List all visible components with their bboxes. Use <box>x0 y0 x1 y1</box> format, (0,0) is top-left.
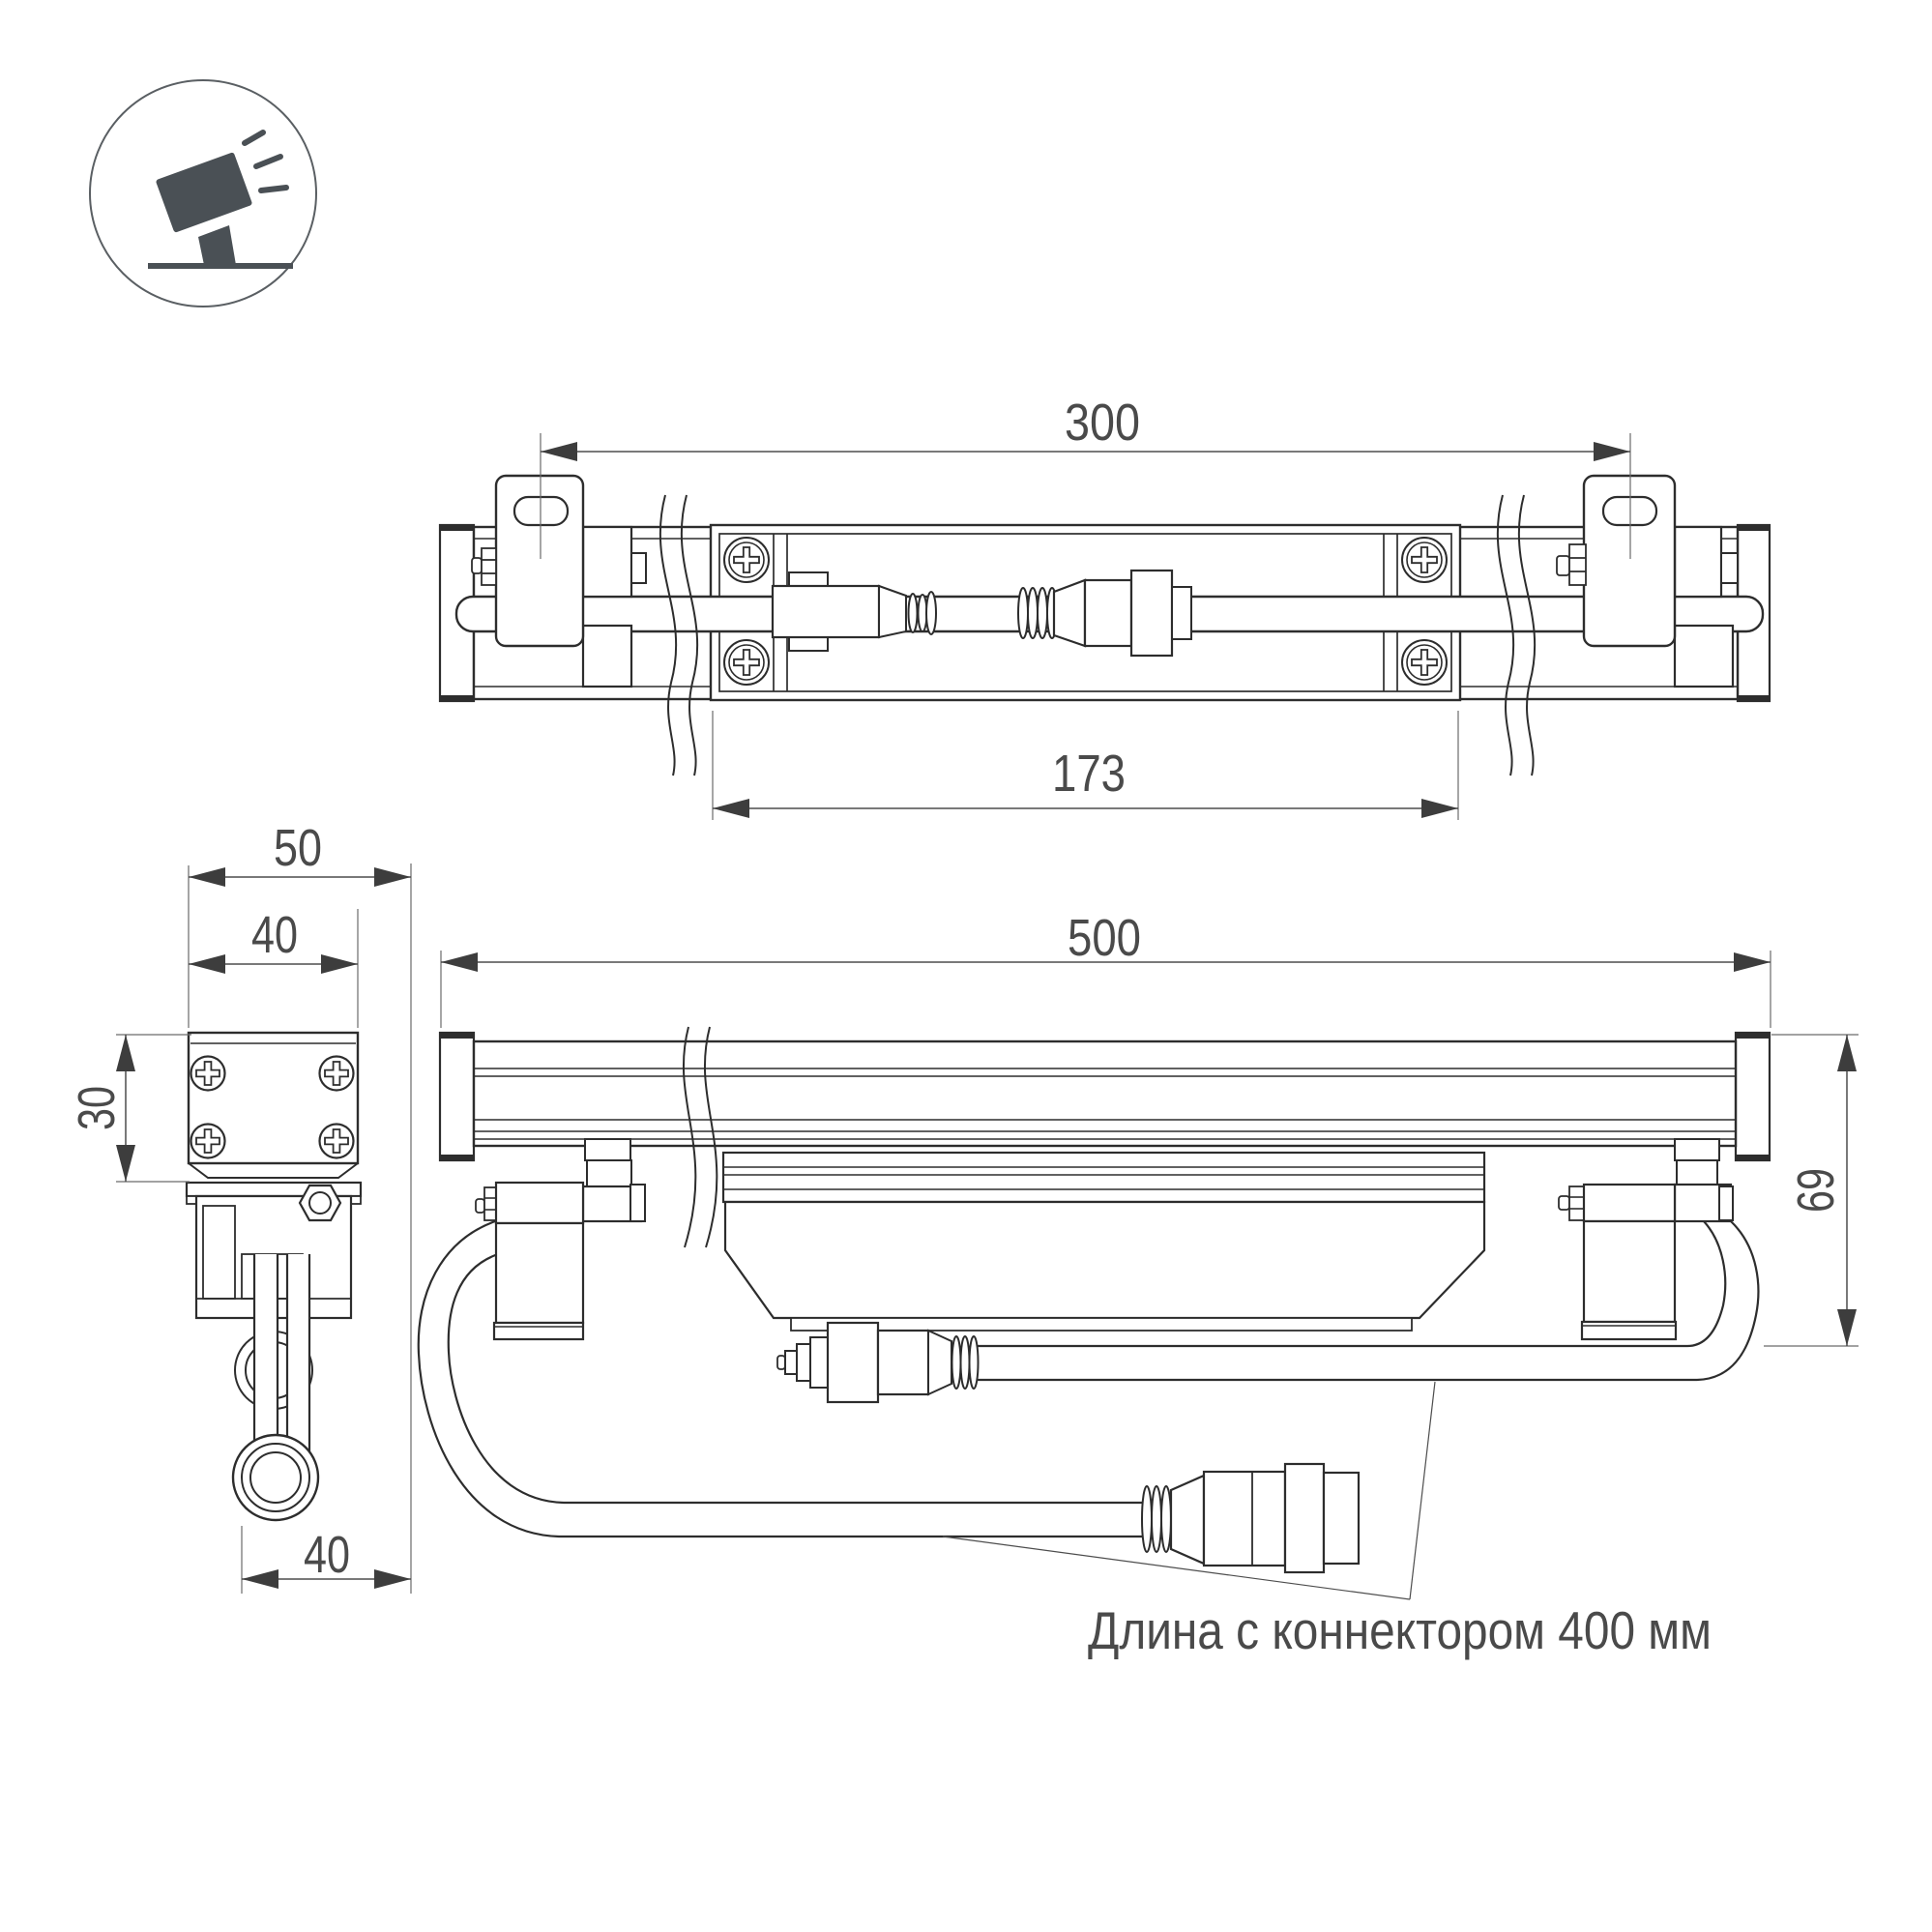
arrowhead <box>1837 1309 1857 1346</box>
dim-label-40-top: 40 <box>251 906 298 964</box>
screw-icon <box>191 1057 225 1091</box>
screw-icon <box>1402 538 1447 582</box>
mount-bracket-right <box>1584 476 1675 646</box>
arrowhead <box>1421 799 1458 818</box>
dim-label-50: 50 <box>274 819 322 877</box>
dim-40-top <box>189 906 358 1028</box>
front-bracket-left <box>476 1183 583 1339</box>
front-view <box>419 909 1859 1599</box>
dim-label-173: 173 <box>1052 745 1126 803</box>
dim-30 <box>68 1035 191 1182</box>
arrowhead <box>189 954 225 974</box>
screw-icon <box>724 640 769 685</box>
arrowhead <box>116 1035 135 1071</box>
front-end-cap-right <box>1736 1033 1770 1160</box>
arrowhead <box>1594 442 1630 461</box>
screw-icon <box>191 1125 225 1158</box>
dim-label-69: 69 <box>1787 1154 1845 1213</box>
side-body-chamfer <box>189 1163 358 1178</box>
front-clamp-left <box>583 1139 645 1221</box>
arrowhead <box>242 1569 278 1589</box>
arrowhead <box>713 799 749 818</box>
arrowhead <box>374 1569 411 1589</box>
front-end-cap-left <box>440 1033 474 1160</box>
arrowhead <box>541 442 577 461</box>
side-view <box>68 819 411 1594</box>
mount-bracket-left <box>496 476 583 646</box>
arrowhead <box>1837 1035 1857 1071</box>
screw-icon <box>724 538 769 582</box>
arrowhead <box>116 1145 135 1182</box>
cable-length-note: Длина с коннектором 400 мм <box>1088 1600 1712 1660</box>
arrowhead <box>374 867 411 887</box>
side-connector-end <box>233 1435 318 1520</box>
dim-label-300: 300 <box>1065 394 1140 452</box>
screw-icon <box>320 1057 354 1091</box>
dim-40-bottom <box>242 1526 411 1594</box>
screw-icon <box>320 1125 354 1158</box>
dim-69 <box>1764 1035 1859 1346</box>
dim-label-500: 500 <box>1068 909 1141 967</box>
front-bar <box>474 1041 1736 1146</box>
front-bracket-right <box>1559 1185 1676 1339</box>
front-clamp-right <box>1675 1139 1733 1221</box>
front-connector-middle <box>777 1323 979 1402</box>
arrowhead <box>1734 952 1771 972</box>
arrowhead <box>321 954 358 974</box>
ground-line <box>148 263 293 269</box>
dim-500 <box>441 909 1771 1028</box>
arrowhead <box>189 867 225 887</box>
front-driver-box <box>725 1202 1484 1331</box>
arrowhead <box>441 952 478 972</box>
product-icon <box>90 80 316 307</box>
side-hex-nut <box>300 1186 340 1220</box>
dim-label-30: 30 <box>68 1071 126 1130</box>
dim-label-40-bottom: 40 <box>304 1526 350 1584</box>
dim-173 <box>713 711 1458 820</box>
screw-icon <box>1402 640 1447 685</box>
front-connector-end <box>1142 1464 1359 1572</box>
top-view <box>440 394 1770 820</box>
